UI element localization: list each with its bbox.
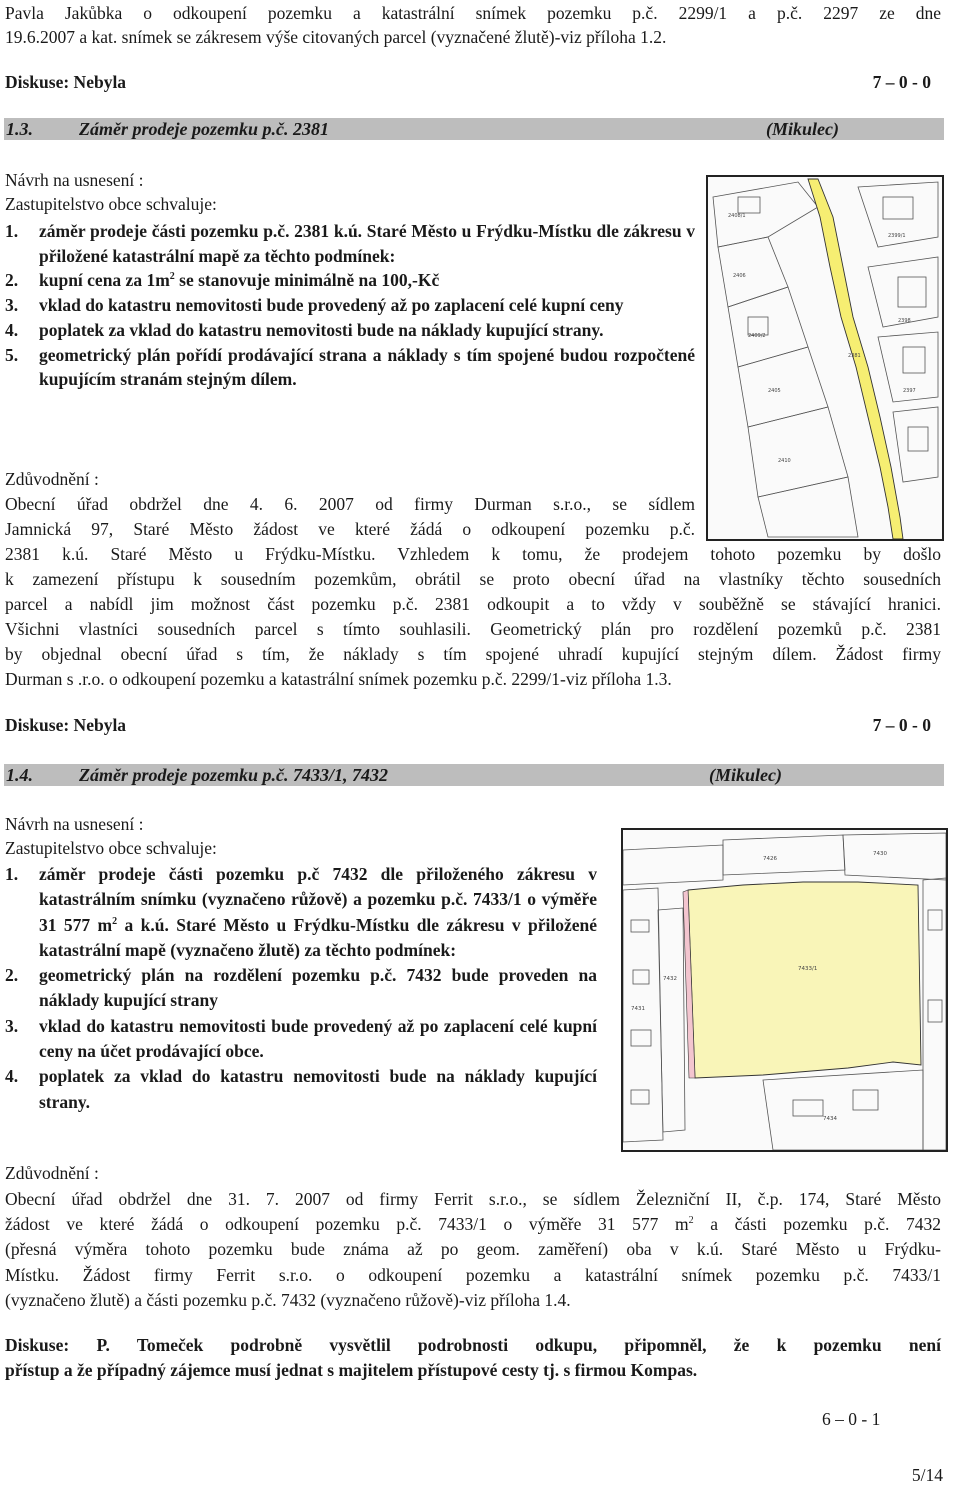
map-label: 7434: [823, 1116, 837, 1122]
map-label: 2381: [848, 353, 861, 359]
list-item: 3. vklad do katastru nemovitosti bude provedený až po zaplacení celé kupní ceny na účet prodávající obce.: [5, 1015, 597, 1062]
map-label: 2405: [768, 388, 781, 394]
section-1-4-reason-label: Zdůvodnění :: [5, 1163, 99, 1183]
list-item: 5. geometrický plán pořídí prodávající strana a náklady s tím spojené budou rozpočtené kupujícím stranám stejným dílem.: [5, 344, 695, 390]
section-1-4-proposal: Návrh na usnesení :: [5, 814, 144, 834]
section-1-4-number: 1.4.: [6, 765, 33, 785]
section-1-3-proposal: Návrh na usnesení :: [5, 170, 144, 190]
cadastral-map-2: [621, 828, 948, 1152]
section-1-4-vote: 6 – 0 - 1: [822, 1409, 881, 1429]
map-label: 7433/1: [798, 966, 818, 972]
section-1-3-council: Zastupitelstvo obce schvaluje:: [5, 194, 217, 214]
map-label: 2397: [903, 388, 916, 394]
section-1-4-reason: Obecní úřad obdržel dne 31. 7. 2007 od firmy Ferrit s.r.o., se sídlem Železniční II, č.p. 174, Staré Město žádost ve které žádá o odkoupení pozemku p.č. 7433/1 o výměře 31 577 $m^2$ a části pozemku p.č. 7432 (přesná výměra tohoto pozemku bude známa až po geom. zaměření) oba v k.ú. Staré Město u Frýdku- Místku. Žádost firmy Ferrit s.r.o. o odkoupení pozemku a katastrální snímek pozemku p.č. 7433/1 (vyznačeno žlutě) a části pozemku p.č. 7432 (vyznačeno růžově)-viz příloha 1.4.: [5, 1189, 941, 1310]
section-1-3-number: 1.3.: [6, 119, 33, 139]
section-1-3-list: [5, 219, 695, 392]
map-label: 7432: [663, 976, 677, 982]
list-item: 4. poplatek za vklad do katastru nemovitosti bude na náklady kupující strany.: [5, 319, 604, 340]
discussion-1-label: Diskuse: Nebyla: [5, 72, 127, 92]
section-1-3-reason-label: Zdůvodnění :: [5, 469, 99, 489]
map-label: 2398: [898, 318, 911, 324]
map-label: 2408/1: [728, 213, 746, 219]
map-label: 2410: [778, 458, 791, 464]
map-label: 2399/1: [888, 233, 906, 239]
cadastral-map-2-drawing: [623, 830, 946, 1150]
cadastral-map-1: [706, 175, 944, 541]
discussion-1-vote: 7 – 0 - 0: [872, 72, 931, 92]
map-label: 2409/2: [748, 333, 766, 339]
section-1-3-discussion: Diskuse: Nebyla: [5, 715, 127, 735]
section-1-3-reason-left: Obecní úřad obdržel dne 4. 6. 2007 od firmy Durman s.r.o., se sídlem Jamnická 97, Staré Město žádost ve které žádá o odkoupení pozemku p.č.: [5, 494, 695, 540]
section-1-4-person: (Mikulec): [709, 765, 782, 785]
section-1-4-council: Zastupitelstvo obce schvaluje:: [5, 838, 217, 858]
section-1-3-title: Záměr prodeje pozemku p.č. 2381: [79, 119, 329, 139]
intro-line-1: Pavla Jakůbka o odkoupení pozemku a katastrální snímek pozemku p.č. 2299/1 a p.č. 2297 ze dne: [5, 3, 941, 23]
section-1-3-person: (Mikulec): [766, 119, 839, 139]
section-1-4-header: [4, 764, 944, 786]
cadastral-map-1-drawing: [708, 177, 942, 539]
intro-line-2: 19.6.2007 a kat. snímek se zákresem výše citovaných parcel (vyznačené žlutě)-viz příloha 1.2.: [5, 27, 667, 47]
page-number: 5/14: [911, 1465, 943, 1485]
map-label: 7431: [631, 1006, 645, 1012]
section-1-4-title: Záměr prodeje pozemku p.č. 7433/1, 7432: [79, 765, 388, 785]
map-label: 7426: [763, 856, 777, 862]
list-item: 1. záměr prodeje části pozemku p.č 7432 dle přiloženého zákresu v katastrálním snímku (vyznačeno růžově) a pozemku p.č. 7433/1 o výměře 31 577 $m^2$ a k.ú. Staré Město u Frýdku-Místku dle zákresu v přiložené katastrální mapě (vyznačeno žlutě) za těchto podmínek:: [5, 864, 597, 960]
section-1-3-vote: 7 – 0 - 0: [872, 715, 931, 735]
section-1-3-reason-full: 2381 k.ú. Staré Město u Frýdku-Místku. Vzhledem k tomu, že prodejem tohoto pozemku by došlo k zamezení přístupu k sousedním pozemkům, obrátil se proto obecní úřad na vlastníky těchto sousedních parcel a nabídl jim možnost část pozemku p.č. 2381 odkoupit a to vždy v souběžně se stávající hranici. Všichni vlastníci sousedních parcel s tímto souhlasili. Geometrický plán pro rozdělení pozemků p.č. 2381 by objednal obecní úřad s tím, že náklady s tím spojené uhradí kupující stejným dílem. Žádost firmy Durman s .r.o. o odkoupení pozemku a katastrální snímek pozemku p.č. 2299/1-viz příloha 1.3.: [5, 544, 941, 690]
map-label: 2406: [733, 273, 746, 279]
list-item: 4. poplatek za vklad do katastru nemovitosti bude na náklady kupující strany.: [5, 1066, 597, 1112]
map-label: 7430: [873, 851, 887, 857]
list-item: 2. geometrický plán na rozdělení pozemku p.č. 7432 bude proveden na náklady kupující strany: [5, 965, 597, 1011]
list-item: 3. vklad do katastru nemovitosti bude provedený až po zaplacení celé kupní ceny: [5, 295, 624, 316]
section-1-4-discussion: Diskuse: P. Tomeček podrobně vysvětlil podrobnosti odkupu, připomněl, že k pozemku není přístup a že případný zájemce musí jednat s majitelem přístupové cesty tj. s firmou Kompas.: [5, 1335, 941, 1380]
section-1-3-header: [4, 118, 944, 140]
list-item: 2. kupní cena za $1m^2$ se stanovuje minimálně na 100,-Kč: [5, 270, 440, 291]
section-1-4-list: [5, 862, 597, 1115]
list-item: 1. záměr prodeje části pozemku p.č. 2381 k.ú. Staré Město u Frýdku-Místku dle zákresu v přiložené katastrální mapě za těchto podmínek:: [5, 221, 695, 266]
